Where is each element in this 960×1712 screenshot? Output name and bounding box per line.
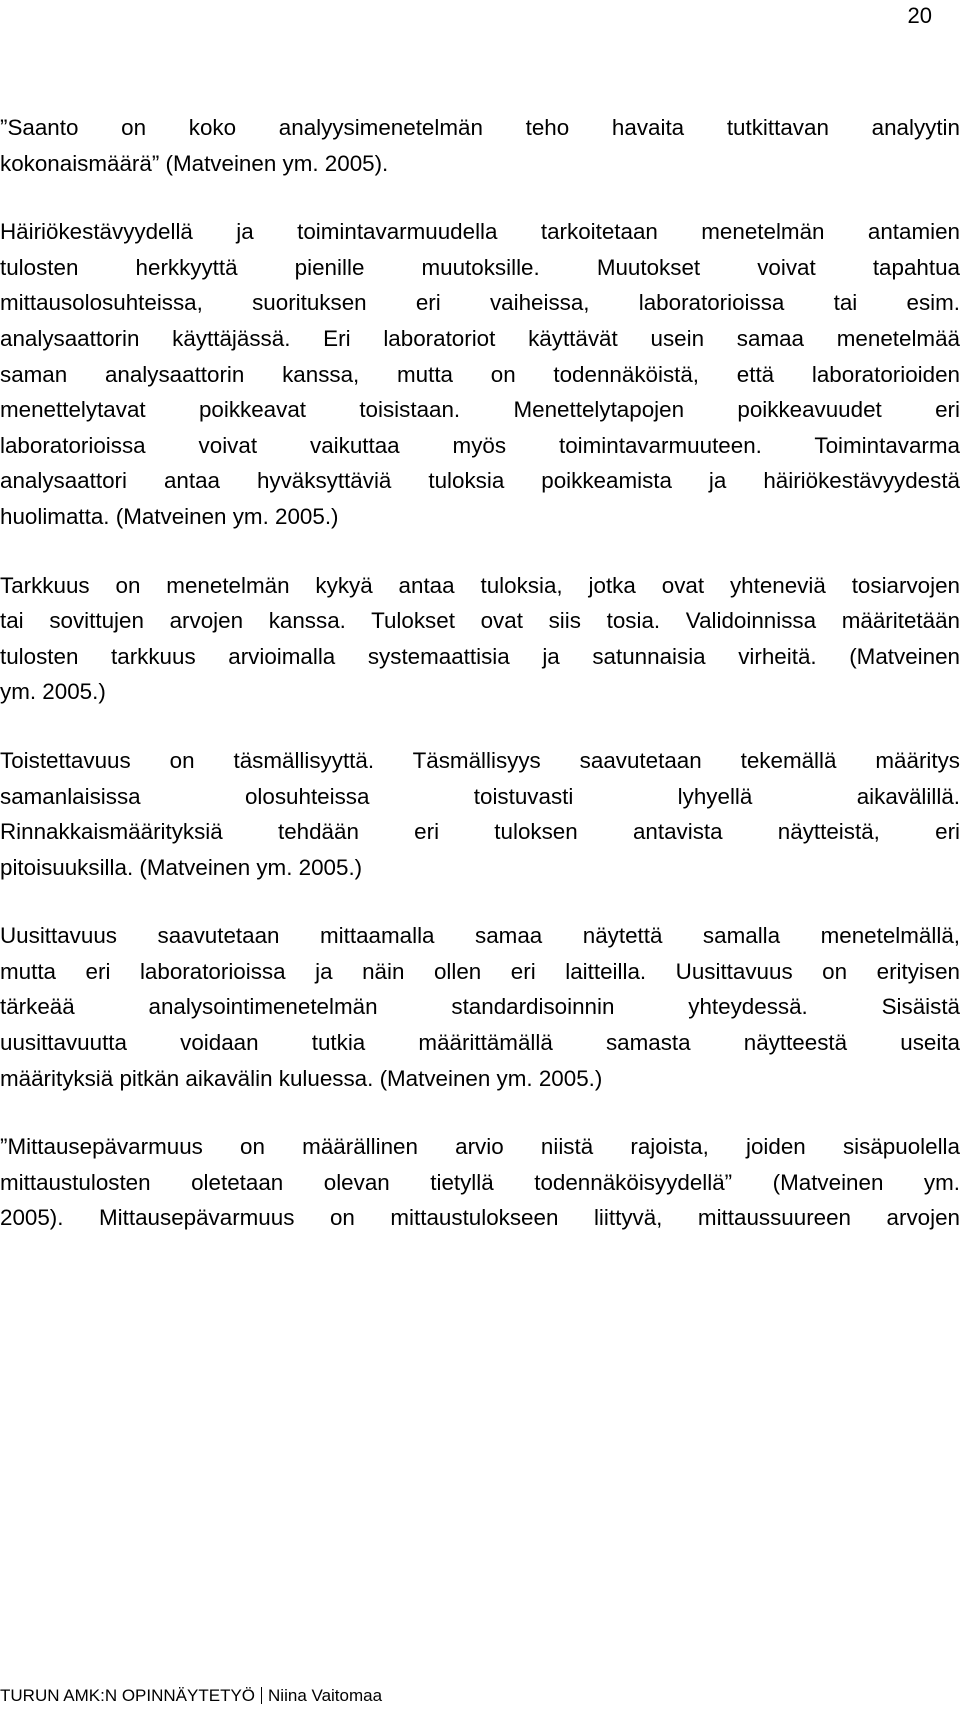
- footer-author: Niina Vaitomaa: [268, 1686, 383, 1705]
- text-line: ”Saanto on koko analyysimenetelmän teho havaita tutkittavan analyytin: [0, 115, 960, 140]
- text-line: 2005). Mittausepävarmuus on mittaustulokseen liittyvä, mittaussuureen arvojen: [0, 1205, 960, 1231]
- text-line: mittausolosuhteissa, suorituksen eri vaiheissa, laboratorioissa tai esim.: [0, 290, 960, 316]
- paragraph-toistettavuus: [0, 743, 960, 885]
- text-line: analysaattorin käyttäjässä. Eri laboratoriot käyttävät usein samaa menetelmää: [0, 325, 960, 351]
- text-line: mittaustulosten oletetaan olevan tietyllä todennäköisyydellä” (Matveinen ym.: [0, 1169, 960, 1195]
- text-line: tai sovittujen arvojen kanssa. Tulokset ovat siis tosia. Validoinnissa määritetään: [0, 608, 960, 634]
- text-line: kokonaismäärä” (Matveinen ym. 2005).: [0, 150, 389, 176]
- text-line: analysaattori antaa hyväksyttäviä tuloksia poikkeamista ja häiriökestävyydestä: [0, 468, 960, 494]
- document-body: [0, 110, 960, 1269]
- text-line: tärkeää analysointimenetelmän standardisoinnin yhteydessä. Sisäistä: [0, 994, 960, 1020]
- page-number: 20: [907, 3, 932, 28]
- footer-publication: TURUN AMK:N OPINNÄYTETYÖ: [0, 1686, 256, 1705]
- paragraph-hairiokestavyys: [0, 214, 960, 534]
- text-line: määrityksiä pitkän aikavälin kuluessa. (Matveinen ym. 2005.): [0, 1065, 603, 1091]
- text-line: ym. 2005.): [0, 679, 106, 705]
- text-line: mutta eri laboratorioissa ja näin ollen eri laitteilla. Uusittavuus on erityisen: [0, 958, 960, 984]
- text-line: saman analysaattorin kanssa, mutta on todennäköistä, että laboratorioiden: [0, 361, 960, 387]
- paragraph-mittausepavarmuus: [0, 1129, 960, 1236]
- text-line: samanlaisissa olosuhteissa toistuvasti lyhyellä aikavälillä.: [0, 783, 960, 809]
- text-line: ”Mittausepävarmuus on määrällinen arvio niistä rajoista, joiden sisäpuolella: [0, 1134, 960, 1160]
- paragraph-uusittavuus: [0, 918, 960, 1096]
- text-line: Rinnakkaismäärityksiä tehdään eri tuloksen antavista näytteistä, eri: [0, 819, 960, 845]
- text-line: Häiriökestävyydellä ja toimintavarmuudella tarkoitetaan menetelmän antamien: [0, 219, 960, 245]
- text-line: tulosten tarkkuus arvioimalla systemaattisia ja satunnaisia virheitä. (Matveinen: [0, 643, 960, 669]
- page-footer: [0, 1686, 382, 1706]
- text-line: Tarkkuus on menetelmän kykyä antaa tuloksia, jotka ovat yhteneviä tosiarvojen: [0, 572, 960, 598]
- text-line: laboratorioissa voivat vaikuttaa myös toimintavarmuuteen. Toimintavarma: [0, 432, 960, 458]
- text-line: tulosten herkkyyttä pienille muutoksille. Muutokset voivat tapahtua: [0, 254, 960, 280]
- paragraph-saanto: [0, 110, 960, 181]
- text-line: huolimatta. (Matveinen ym. 2005.): [0, 503, 339, 529]
- footer-separator: [261, 1687, 262, 1704]
- text-line: pitoisuuksilla. (Matveinen ym. 2005.): [0, 854, 363, 880]
- paragraph-tarkkuus: [0, 568, 960, 710]
- text-line: uusittavuutta voidaan tutkia määrittämällä samasta näytteestä useita: [0, 1030, 960, 1056]
- text-line: menettelytavat poikkeavat toisistaan. Menettelytapojen poikkeavuudet eri: [0, 397, 960, 423]
- text-line: Toistettavuus on täsmällisyyttä. Täsmällisyys saavutetaan tekemällä määritys: [0, 747, 960, 773]
- text-line: Uusittavuus saavutetaan mittaamalla samaa näytettä samalla menetelmällä,: [0, 923, 960, 949]
